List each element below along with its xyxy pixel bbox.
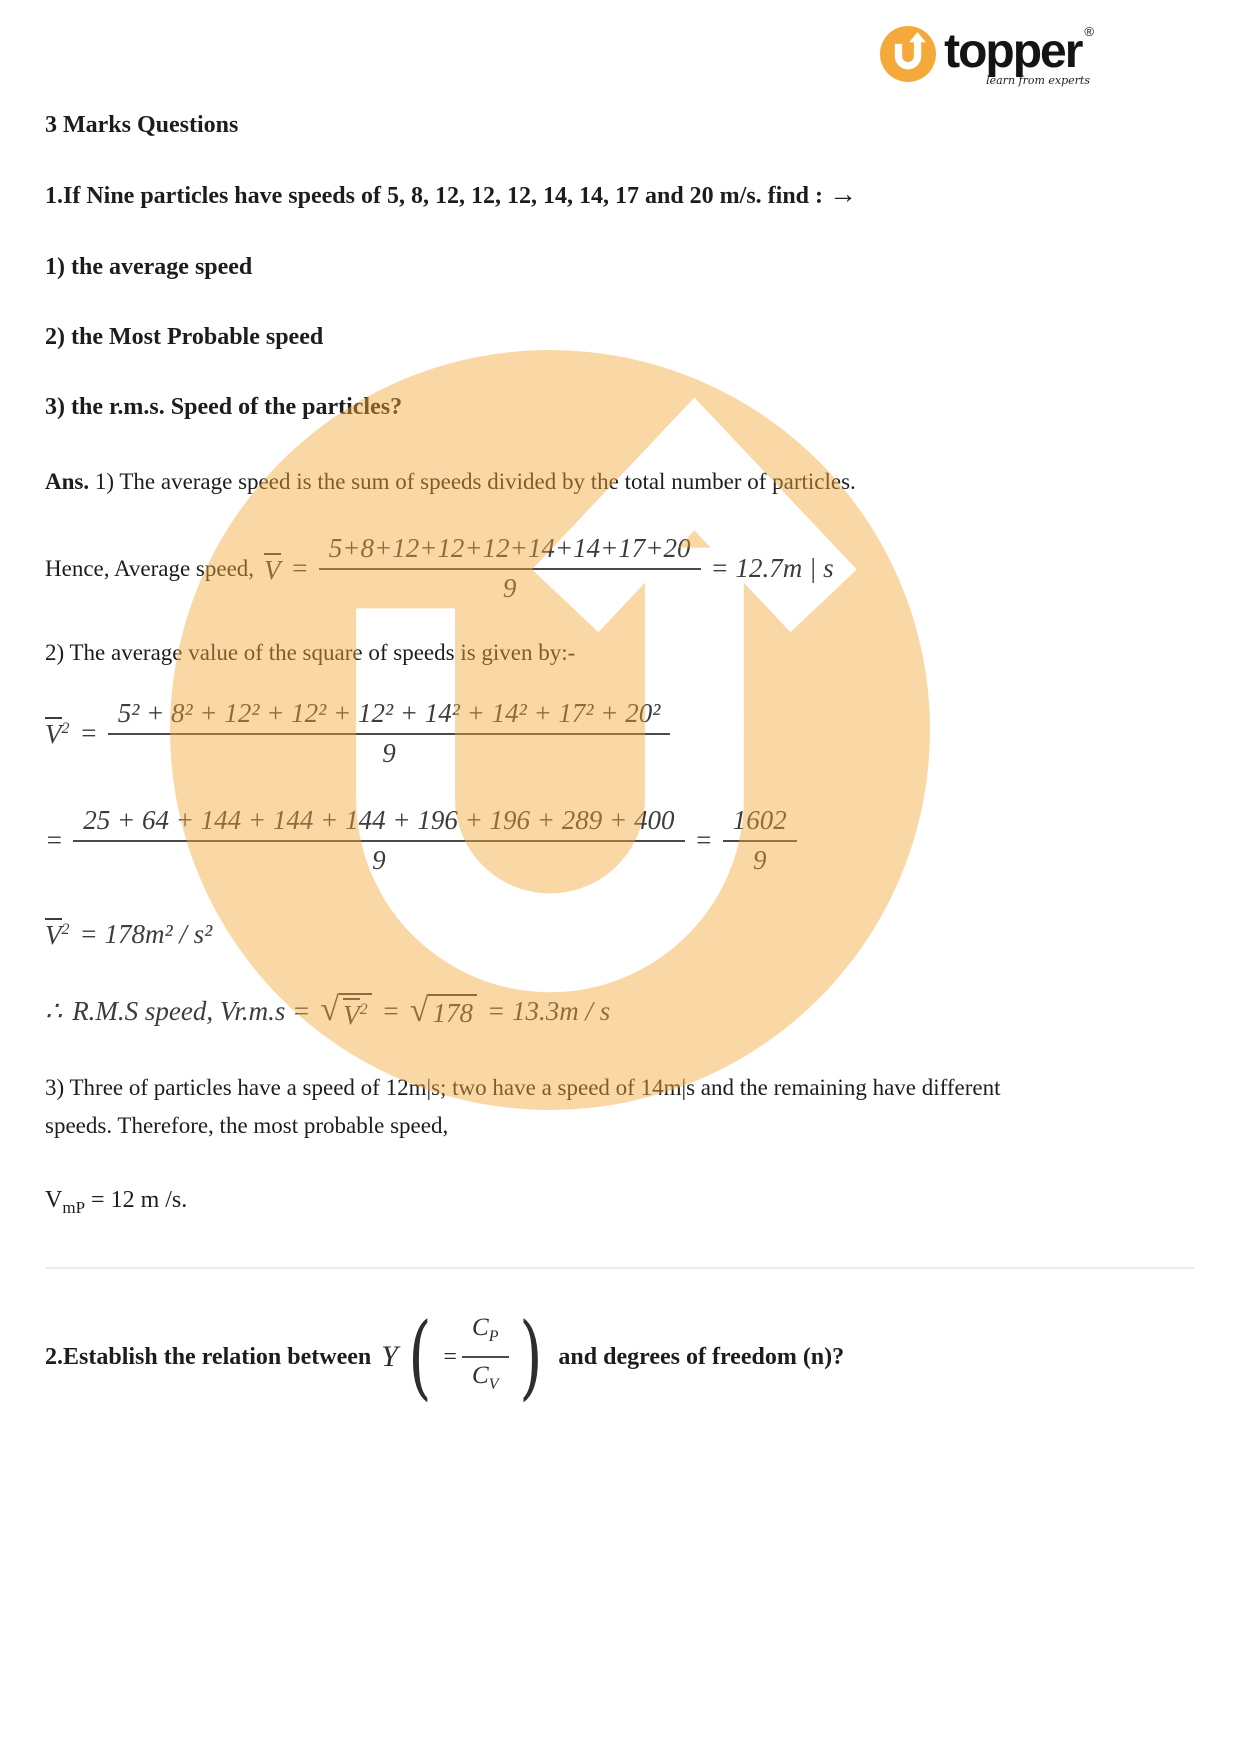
rms-speed-formula — [45, 993, 1195, 1029]
vmp-value: = 12 m /s. — [91, 1187, 188, 1214]
power-2: 2 — [61, 921, 70, 938]
cv-subscript: V — [488, 1376, 499, 1394]
power-2: 2 — [359, 1001, 368, 1018]
cv-symbol: C — [472, 1362, 489, 1390]
cp-symbol: C — [472, 1314, 489, 1342]
equals-sign: = — [45, 825, 64, 855]
close-paren: ) — [518, 1302, 543, 1410]
average-speed-fraction — [319, 533, 701, 604]
vmp-variable: V — [45, 1187, 63, 1214]
fraction-denominator: 9 — [752, 845, 767, 875]
cp-subscript: P — [488, 1328, 499, 1346]
rms-result: = 13.3m / s — [486, 995, 611, 1026]
radicand: 178 — [428, 994, 477, 1027]
gamma-ratio-expression — [381, 1302, 548, 1410]
fraction-numerator: 25 + 64 + 144 + 144 + 144 + 196 + 196 + 289 + 400 — [73, 805, 684, 842]
question-1-part-3: 3) the r.m.s. Speed of the particles? — [45, 394, 403, 420]
equals-sign: = — [290, 553, 309, 583]
cv-term — [472, 1358, 498, 1400]
v-bar-variable: V — [343, 1000, 360, 1030]
formula-prefix: Hence, Average speed, — [45, 555, 255, 581]
formula-result: = 12.7m | s — [710, 553, 834, 583]
gamma-symbol: Y — [381, 1339, 398, 1373]
brand-name: topper — [944, 25, 1082, 78]
answer-intro-text: 1) The average speed is the sum of speeds divided by the total number of particles. — [94, 469, 856, 494]
result-fraction — [723, 805, 797, 876]
fraction-denominator: 9 — [502, 573, 517, 603]
therefore-symbol: ∴ — [45, 995, 63, 1026]
question-1-part-2: 2) the Most Probable speed — [45, 324, 324, 350]
mean-square-formula — [45, 698, 1195, 769]
registered-mark: ® — [1084, 24, 1094, 39]
result-text: = 178m² / s² — [79, 919, 213, 949]
vmp-result — [45, 1185, 1195, 1223]
sqrt-178 — [410, 994, 477, 1028]
arrow-glyph: → — [829, 179, 858, 210]
question-1 — [45, 180, 1195, 211]
average-speed-formula — [45, 533, 1195, 604]
fraction-numerator: 5+8+12+12+12+14+14+17+20 — [319, 533, 701, 570]
open-paren: ( — [408, 1302, 432, 1410]
equals-sign: = — [694, 825, 713, 855]
v-bar-variable: V — [45, 719, 62, 749]
radical-sign: √ — [409, 992, 429, 1030]
mean-square-result — [45, 918, 1195, 951]
rms-label: R.M.S speed, Vr.m.s = — [72, 995, 311, 1026]
v-bar-variable: V — [45, 920, 62, 950]
v-bar-variable: V — [264, 554, 281, 585]
equals-sign: = — [381, 995, 400, 1026]
cp-term — [462, 1313, 508, 1358]
cp-cv-fraction — [462, 1313, 508, 1400]
fraction-numerator: 5² + 8² + 12² + 12² + 12² + 14² + 14² + 17² + 20² — [108, 698, 671, 735]
question-2-after: and degrees of freedom (n)? — [558, 1343, 845, 1370]
most-probable-paragraph: 3) Three of particles have a speed of 12m|s; two have a speed of 14m|s and the remaining have different speeds. Therefore, the most probable speed, — [45, 1075, 1001, 1139]
v-bar-squared — [45, 918, 70, 951]
sqrt-v-bar-squared — [320, 993, 371, 1029]
radicand — [339, 993, 372, 1029]
question-1-text: 1.If Nine particles have speeds of 5, 8, 12, 12, 12, 14, 14, 17 and 20 m/s. find : — [45, 183, 824, 209]
question-1-part-1: 1) the average speed — [45, 254, 253, 280]
fraction-numerator: 1602 — [723, 805, 797, 842]
sum-of-squares-formula — [45, 805, 1195, 876]
radical-sign: √ — [320, 991, 340, 1028]
fraction-denominator: 9 — [382, 738, 396, 768]
power-2: 2 — [61, 720, 70, 737]
answer-part-2-intro: 2) The average value of the square of speeds is given by:- — [45, 640, 576, 665]
section-divider — [45, 1267, 1195, 1269]
sum-fraction — [73, 805, 684, 876]
question-2 — [45, 1302, 1195, 1410]
section-heading: 3 Marks Questions — [45, 112, 239, 138]
squares-fraction — [108, 698, 671, 769]
question-2-before: 2.Establish the relation between — [45, 1343, 372, 1370]
brand-tagline: learn from experts — [986, 74, 1090, 87]
vmp-subscript: mP — [62, 1198, 86, 1218]
answer-label: Ans. — [45, 469, 90, 494]
answer-intro — [45, 467, 1195, 497]
equals-sign: = — [441, 1343, 459, 1370]
v-bar-squared — [45, 717, 70, 750]
equals-sign: = — [79, 718, 98, 748]
fraction-denominator: 9 — [372, 845, 386, 875]
